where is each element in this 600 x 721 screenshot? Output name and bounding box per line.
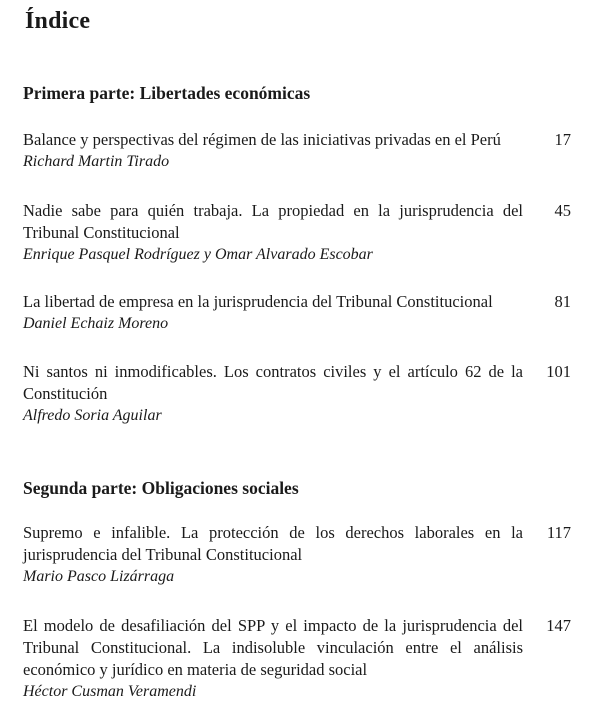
entry-author: Alfredo Soria Aguilar [23, 407, 162, 424]
entry-title: Balance y perspectivas del régimen de las iniciativas privadas en el Perú [23, 130, 501, 149]
toc-entry[interactable] [23, 129, 571, 173]
part-title-segunda: Segunda parte: Obligaciones sociales [23, 478, 299, 498]
entry-title: La libertad de empresa en la jurisprudencia del Tribunal Constitucional [23, 292, 493, 311]
part-title-primera: Primera parte: Libertades económicas [23, 83, 311, 103]
entry-title: Ni santos ni inmodificables. Los contratos civiles y el artículo 62 de la Constitución [23, 362, 523, 403]
page-title: Índice [25, 8, 91, 34]
toc-entry[interactable] [23, 200, 571, 266]
toc-entry[interactable] [23, 522, 571, 588]
toc-entry[interactable] [23, 361, 571, 427]
toc-entry[interactable] [23, 615, 571, 703]
toc-entry[interactable] [23, 291, 571, 335]
entry-page-number: 117 [546, 523, 571, 542]
entry-page-number: 17 [554, 130, 571, 149]
entry-page-number: 81 [554, 292, 571, 311]
entry-page-number: 101 [546, 362, 571, 381]
entry-author: Enrique Pasquel Rodríguez y Omar Alvarado Escobar [23, 246, 373, 263]
entry-title: El modelo de desafiliación del SPP y el impacto de la jurisprudencia del Tribunal Constitucional. La indisoluble vinculación entre el análisis económico y jurídico en materia de seguridad social [23, 616, 523, 679]
entry-page-number: 147 [546, 616, 571, 635]
entry-author: Héctor Cusman Veramendi [23, 683, 197, 700]
entry-title: Nadie sabe para quién trabaja. La propiedad en la jurisprudencia del Tribunal Constitucional [23, 201, 523, 242]
entry-author: Richard Martin Tirado [23, 153, 170, 170]
entry-page-number: 45 [554, 201, 571, 220]
entry-author: Mario Pasco Lizárraga [23, 568, 175, 585]
entry-title: Supremo e infalible. La protección de los derechos laborales en la jurisprudencia del Tribunal Constitucional [23, 523, 523, 564]
entry-author: Daniel Echaiz Moreno [23, 315, 169, 332]
